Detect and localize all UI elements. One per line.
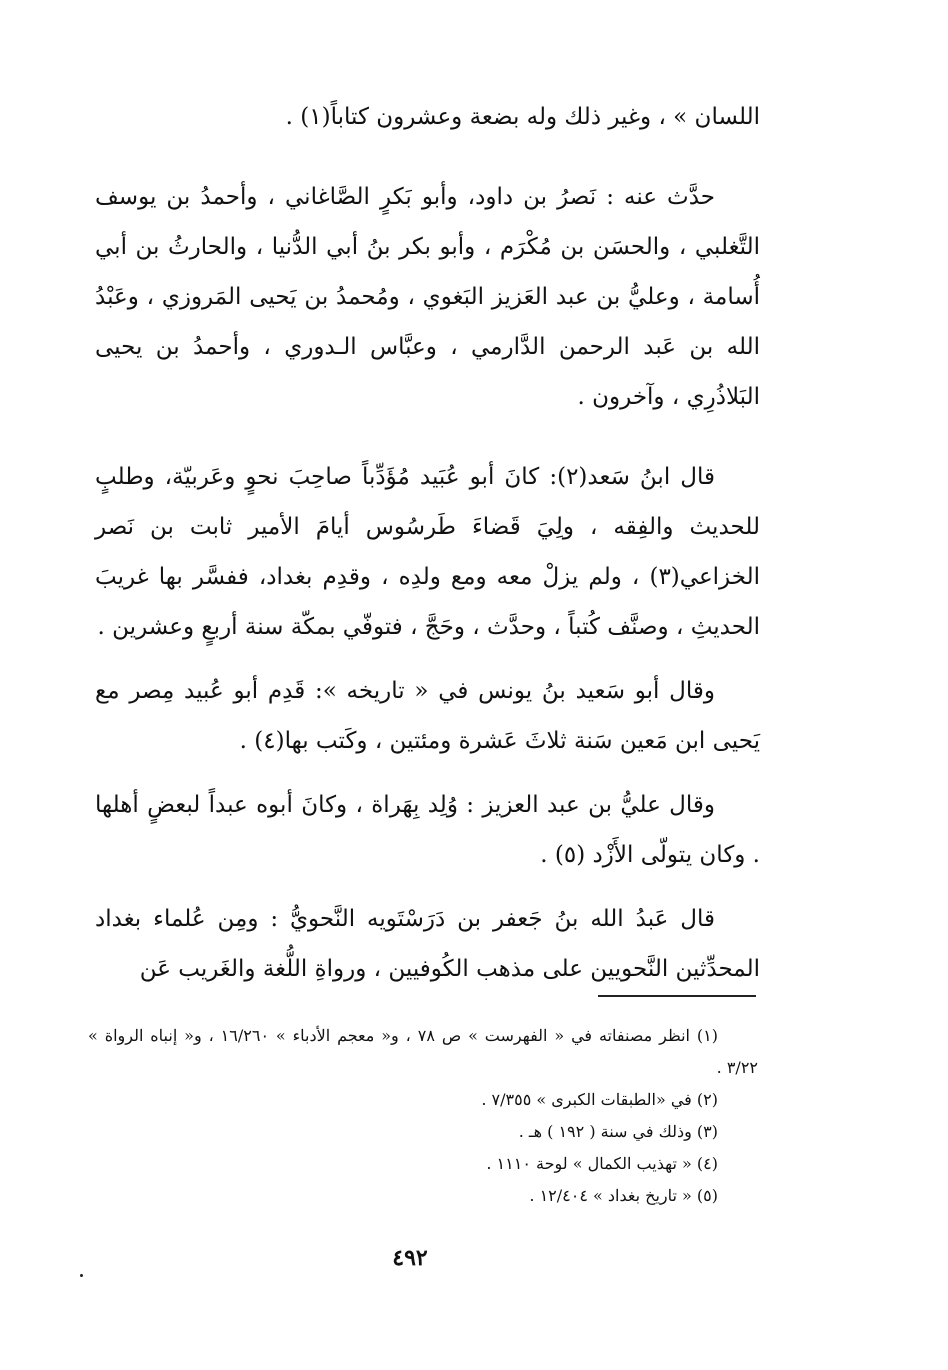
footnote-3: (٣) وذلك في سنة ( ١٩٢ ) هـ .: [518, 1122, 718, 1141]
paragraph-6: قال عَبدُ الله بنُ جَعفر بن دَرَسْتَويه النَّحويُّ : ومِن عُلماء بغداد المحدِّثين النَّحويين على مذهب الكُوفيين ، ورواةِ اللُّغة والغَريب عَن: [95, 906, 760, 982]
footnote-4: (٤) « تهذيب الكمال » لوحة ١١١٠ .: [486, 1154, 718, 1173]
footnote-1: (١) انظر مصنفاته في « الفهرست » ص ٧٨ ، و« معجم الأدباء » ١٦/٢٦٠ ، و« إنباه الرواة » ٣/٢٢ .: [88, 1026, 758, 1077]
paragraph-3: قال ابنُ سَعد(٢): كانَ أبو عُبَيد مُؤَدِّباً صاحِبَ نحوٍ وعَربيّة، وطلبٍ للحديث والفِقه ، ولِيَ قَضاءَ طَرسُوس أيامَ الأمير ثابت بن نَصر الخزاعي(٣) ، ولم يزلْ معه ومع ولدِه ، وقدِم بغداد، ففسَّر بها غريبَ الحديثِ ، وصنَّف كُتباً ، وحدَّث ، وحَجَّ ، فتوفّي بمكّة سنة أربعٍ وعشرين .: [95, 464, 760, 640]
footnote-5: (٥) « تاريخ بغداد » ١٢/٤٠٤ .: [529, 1186, 718, 1205]
paragraph-5: وقال عليُّ بن عبد العزيز : وُلِد بِهَراة ، وكانَ أبوه عبداً لبعضٍ أهلها . وكان يتولّى الأَزْد (٥) .: [95, 792, 760, 868]
main-text: [95, 92, 760, 994]
paragraph-2: حدَّث عنه : نَصرُ بن داود، وأبو بَكرٍ الصَّاغاني ، وأحمدُ بن يوسف التَّغلبي ، والحسَن بن مُكْرَم ، وأبو بكر بنُ أبي الدُّنيا ، والحارثُ بن أبي أُسامة ، وعليُّ بن عبد العَزيز البَغوي ، ومُحمدُ بن يَحيى المَروزي ، وعَبْدُ الله بن عَبد الرحمن الدَّارمي ، وعبَّاس الـدوري ، وأحمدُ بن يحيى البَلاذُرِي ، وآخرون .: [95, 184, 760, 410]
paragraph-4: وقال أبو سَعيد بنُ يونس في « تاريخه »: قَدِم أبو عُبيد مِصر مع يَحيى ابن مَعين سَنة ثلاثَ عَشرة ومئتين ، وكَتب بها(٤) .: [95, 678, 760, 754]
footnote-separator: [598, 995, 756, 997]
footnote-2: (٢) في «الطبقات الكبرى » ٧/٣٥٥ .: [481, 1090, 718, 1109]
page-number: ٤٩٢: [392, 1245, 428, 1271]
paragraph-1: اللسان » ، وغير ذلك وله بضعة وعشرون كتاباً(١) .: [285, 104, 760, 130]
scan-speck: [80, 1274, 83, 1277]
footnotes: [88, 1020, 758, 1212]
